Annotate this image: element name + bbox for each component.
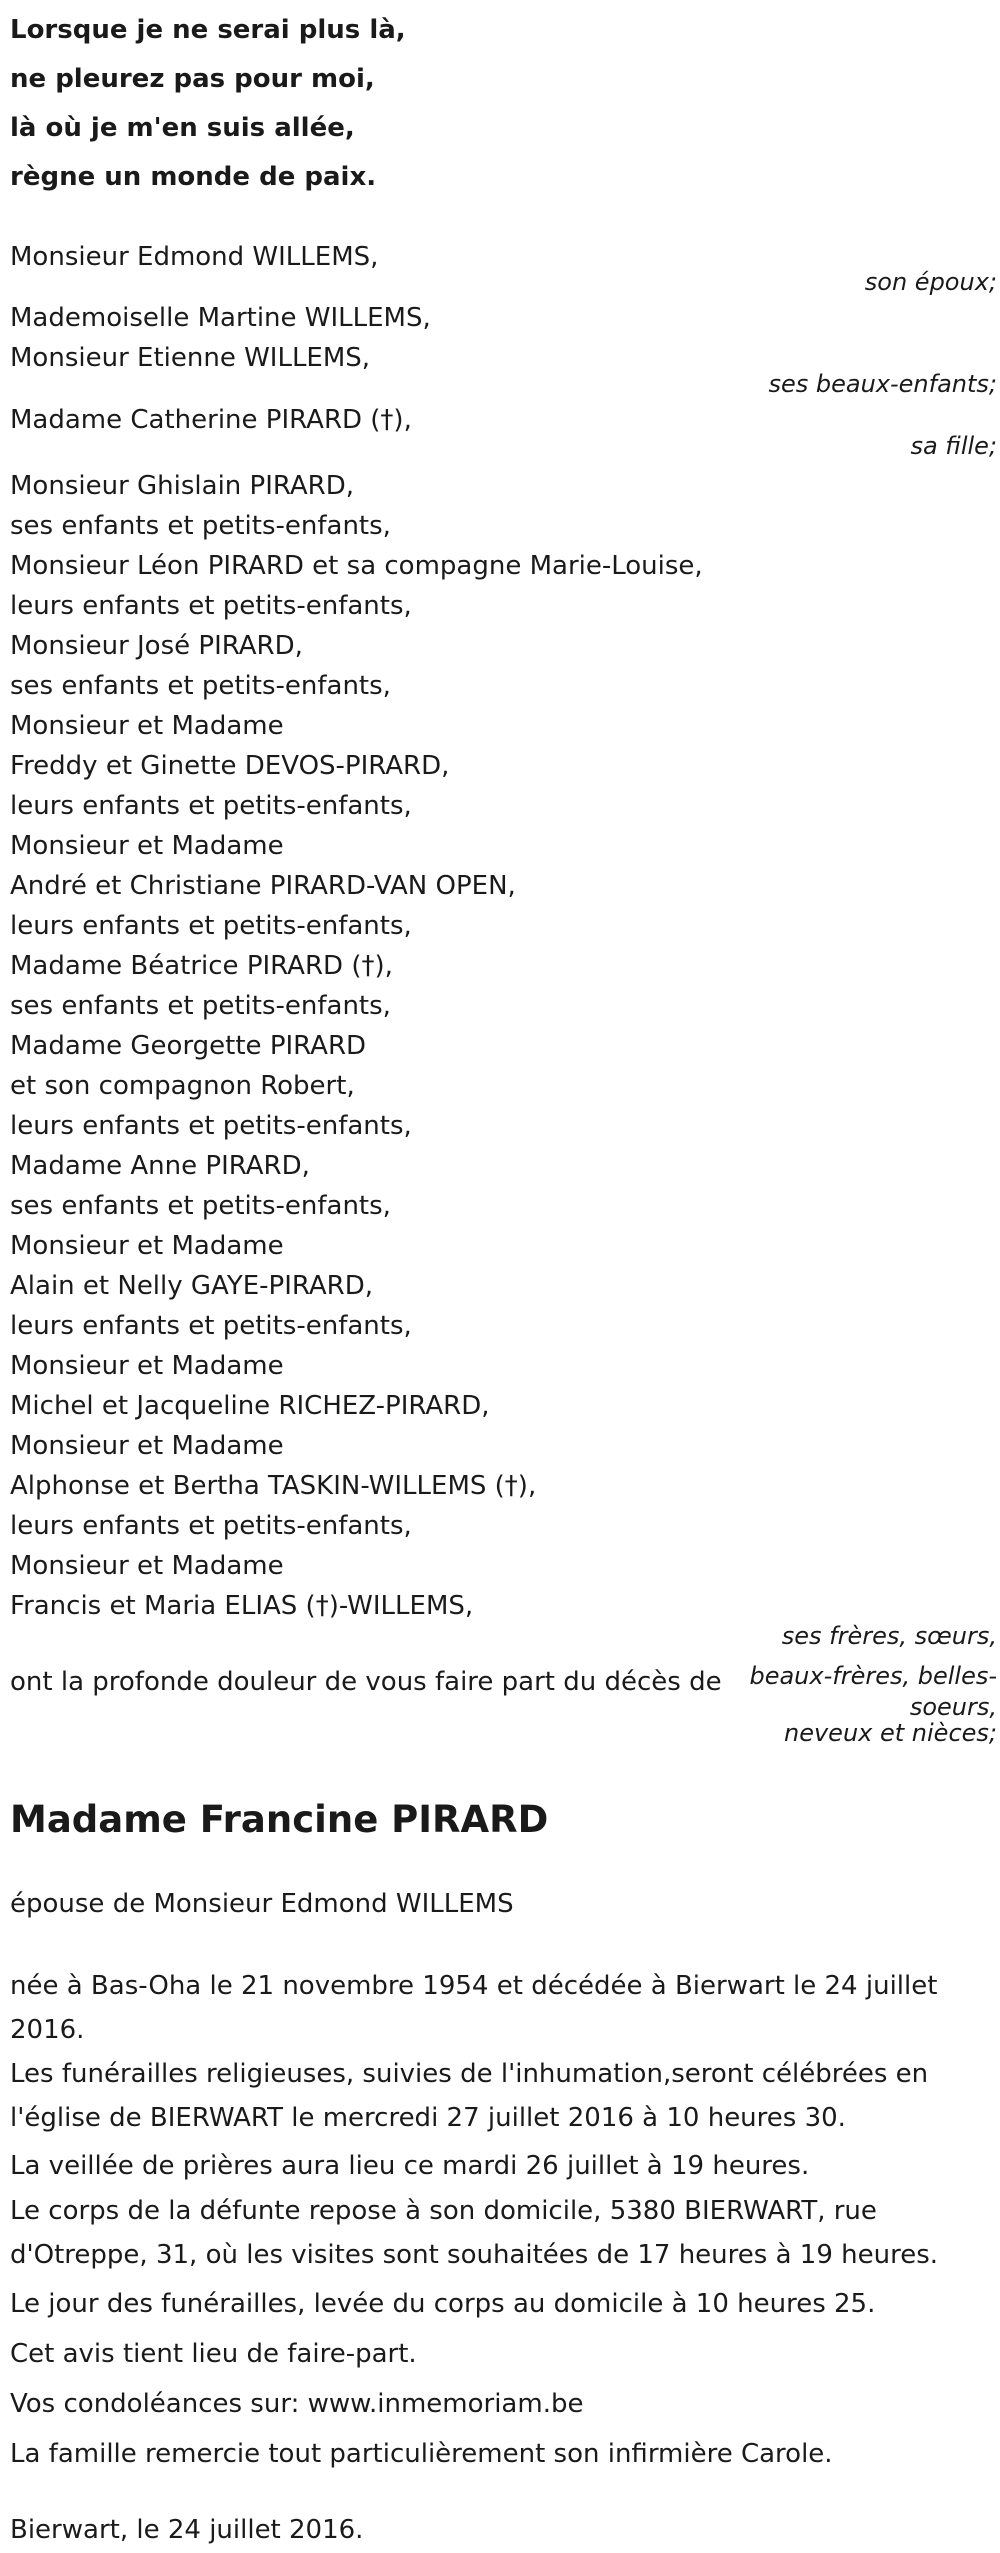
- poem-line: ne pleurez pas pour moi,: [10, 64, 375, 94]
- poem-line: Lorsque je ne serai plus là,: [10, 15, 406, 45]
- sibling-line: ses enfants et petits-enfants,: [10, 671, 391, 701]
- sibling-line: Monsieur Ghislain PIRARD,: [10, 471, 355, 501]
- siblings-role-line: beaux-frères, belles-: [749, 1662, 997, 1690]
- stepchild-name: Mademoiselle Martine WILLEMS,: [10, 303, 431, 333]
- spouse-role: son époux;: [864, 268, 997, 296]
- daughter-role: sa fille;: [910, 432, 997, 460]
- stepchild-name: Monsieur Etienne WILLEMS,: [10, 343, 371, 373]
- poem: [10, 6, 710, 202]
- birth-death-info: née à Bas-Oha le 21 novembre 1954 et décédée à Bierwart le 24 juillet 2016.: [10, 1971, 938, 2045]
- sibling-line: Michel et Jacqueline RICHEZ-PIRARD,: [10, 1391, 490, 1421]
- sibling-line: Francis et Maria ELIAS (†)-WILLEMS,: [10, 1591, 474, 1621]
- sibling-line: ses enfants et petits-enfants,: [10, 991, 391, 1021]
- sibling-line: leurs enfants et petits-enfants,: [10, 1511, 412, 1541]
- sibling-line: Monsieur Léon PIRARD et sa compagne Marie-Louise,: [10, 551, 703, 581]
- sibling-line: Alain et Nelly GAYE-PIRARD,: [10, 1271, 374, 1301]
- thanks-statement: La famille remercie tout particulièrement son infirmière Carole.: [10, 2439, 833, 2469]
- sibling-line: Madame Anne PIRARD,: [10, 1151, 310, 1181]
- deceased-name: Madame Francine PIRARD: [10, 1798, 549, 1841]
- sibling-line: Monsieur et Madame: [10, 1551, 284, 1581]
- spouse-name: Monsieur Edmond WILLEMS,: [10, 242, 379, 272]
- sibling-line: et son compagnon Robert,: [10, 1071, 355, 1101]
- sibling-line: Monsieur José PIRARD,: [10, 631, 303, 661]
- sibling-line: Monsieur et Madame: [10, 1431, 284, 1461]
- siblings-role-line: ses frères, sœurs,: [781, 1622, 997, 1650]
- sibling-line: André et Christiane PIRARD-VAN OPEN,: [10, 871, 516, 901]
- vigil-info: La veillée de prières aura lieu ce mardi 26 juillet à 19 heures.: [10, 2151, 810, 2181]
- procession-info: Le jour des funérailles, levée du corps au domicile à 10 heures 25.: [10, 2289, 876, 2319]
- stepchildren-role: ses beaux-enfants;: [768, 370, 997, 398]
- sibling-line: Alphonse et Bertha TASKIN-WILLEMS (†),: [10, 1471, 537, 1501]
- visitation-info: Le corps de la défunte repose à son domicile, 5380 BIERWART, rue d'Otreppe, 31, où les visites sont souhaitées de 17 heures à 19 heures.: [10, 2196, 939, 2270]
- sibling-line: leurs enfants et petits-enfants,: [10, 911, 412, 941]
- siblings-role-line: neveux et nièces;: [784, 1719, 997, 1747]
- sibling-line: leurs enfants et petits-enfants,: [10, 791, 412, 821]
- daughter-name: Madame Catherine PIRARD (†),: [10, 405, 412, 435]
- sibling-line: Madame Georgette PIRARD: [10, 1031, 367, 1061]
- sibling-line: ses enfants et petits-enfants,: [10, 1191, 391, 1221]
- condolences-info: Vos condoléances sur: www.inmemoriam.be: [10, 2389, 584, 2419]
- sibling-line: Madame Béatrice PIRARD (†),: [10, 951, 393, 981]
- siblings-role: [749, 1616, 997, 1748]
- announcement-text: ont la profonde douleur de vous faire part du décès de: [10, 1667, 722, 1697]
- funeral-info: Les funérailles religieuses, suivies de l'inhumation,seront célébrées en l'église de BIERWART le mercredi 27 juillet 2016 à 10 heures 30.: [10, 2059, 929, 2133]
- sibling-line: leurs enfants et petits-enfants,: [10, 591, 412, 621]
- sibling-line: leurs enfants et petits-enfants,: [10, 1111, 412, 1141]
- place-date: Bierwart, le 24 juillet 2016.: [10, 2515, 364, 2545]
- sibling-line: ses enfants et petits-enfants,: [10, 511, 391, 541]
- poem-line: règne un monde de paix.: [10, 162, 377, 192]
- sibling-line: Monsieur et Madame: [10, 711, 284, 741]
- sibling-line: Monsieur et Madame: [10, 831, 284, 861]
- sibling-line: Freddy et Ginette DEVOS-PIRARD,: [10, 751, 450, 781]
- spouse-statement: épouse de Monsieur Edmond WILLEMS: [10, 1889, 514, 1919]
- sibling-line: leurs enfants et petits-enfants,: [10, 1311, 412, 1341]
- poem-line: là où je m'en suis allée,: [10, 113, 355, 143]
- siblings-role-line: soeurs,: [909, 1693, 997, 1721]
- sibling-line: Monsieur et Madame: [10, 1351, 284, 1381]
- sibling-line: Monsieur et Madame: [10, 1231, 284, 1261]
- notice-statement: Cet avis tient lieu de faire-part.: [10, 2339, 417, 2369]
